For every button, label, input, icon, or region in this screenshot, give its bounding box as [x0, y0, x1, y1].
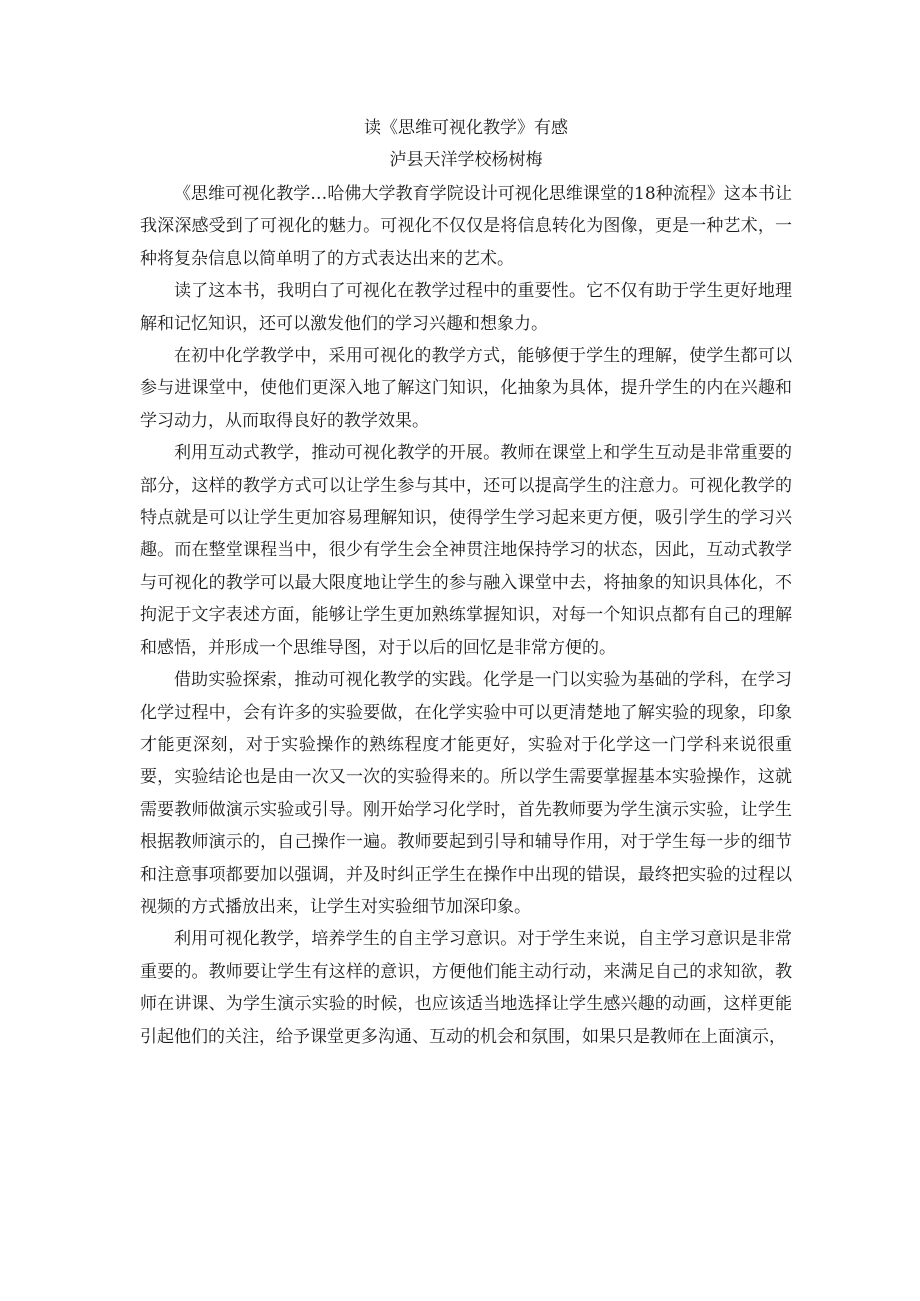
paragraph: 利用可视化教学，培养学生的自主学习意识。对于学生来说，自主学习意识是非常重要的。教师要让学生有这样的意识，方便他们能主动行动，来满足自己的求知欲，教师在讲课、为学生演示实验的时候，也应该适当地选择让学生感兴趣的动画，这样更能引起他们的关注，给予课堂更多沟通、互动的机会和氛围，如果只是教师在上面演示， — [140, 929, 792, 1047]
paragraph: 利用互动式教学，推动可视化教学的开展。教师在课堂上和学生互动是非常重要的部分，这样的教学方式可以让学生参与其中，还可以提高学生的注意力。可视化教学的特点就是可以让学生更加容易理解知识，使得学生学习起来更方便，吸引学生的学习兴趣。而在整堂课程当中，很少有学生会全神贯注地保持学习的状态，因此，互动式教学与可视化的教学可以最大限度地让学生的参与融入课堂中去，将抽象的知识具体化，不拘泥于文字表述方面，能够让学生更加熟练掌握知识，对每一个知识点都有自己的理解和感悟，并形成一个思维导图，对于以后的回忆是非常方便的。 — [140, 443, 792, 658]
document-page — [140, 112, 792, 1053]
document-title: 读《思维可视化教学》有感 — [364, 118, 568, 138]
paragraph: 在初中化学教学中，采用可视化的教学方式，能够便于学生的理解，使学生都可以参与进课堂中，使他们更深入地了解这门知识，化抽象为具体，提升学生的内在兴趣和学习动力，从而取得良好的教学效果。 — [140, 346, 792, 431]
paragraph: 读了这本书，我明白了可视化在教学过程中的重要性。它不仅有助于学生更好地理解和记忆知识，还可以激发他们的学习兴趣和想象力。 — [140, 281, 792, 334]
document-author: 泸县天洋学校杨树梅 — [389, 150, 543, 170]
paragraph: 借助实验探索，推动可视化教学的实践。化学是一门以实验为基础的学科，在学习化学过程中，会有许多的实验要做，在化学实验中可以更清楚地了解实验的现象，印象才能更深刻，对于实验操作的熟练程度才能更好，实验对于化学这一门学科来说很重要，实验结论也是由一次又一次的实验得来的。所以学生需要掌握基本实验操作，这就需要教师做演示实验或引导。刚开始学习化学时，首先教师要为学生演示实验，让学生根据教师演示的，自己操作一遍。教师要起到引导和辅导作用，对于学生每一步的细节和注意事项都要加以强调，并及时纠正学生在操作中出现的错误，最终把实验的过程以视频的方式播放出来，让学生对实验细节加深印象。 — [140, 670, 792, 917]
paragraph: 《思维可视化教学…哈佛大学教育学院设计可视化思维课堂的18种流程》这本书让我深深感受到了可视化的魅力。可视化不仅仅是将信息转化为图像，更是一种艺术，一种将复杂信息以简单明了的方式表达出来的艺术。 — [140, 184, 792, 269]
